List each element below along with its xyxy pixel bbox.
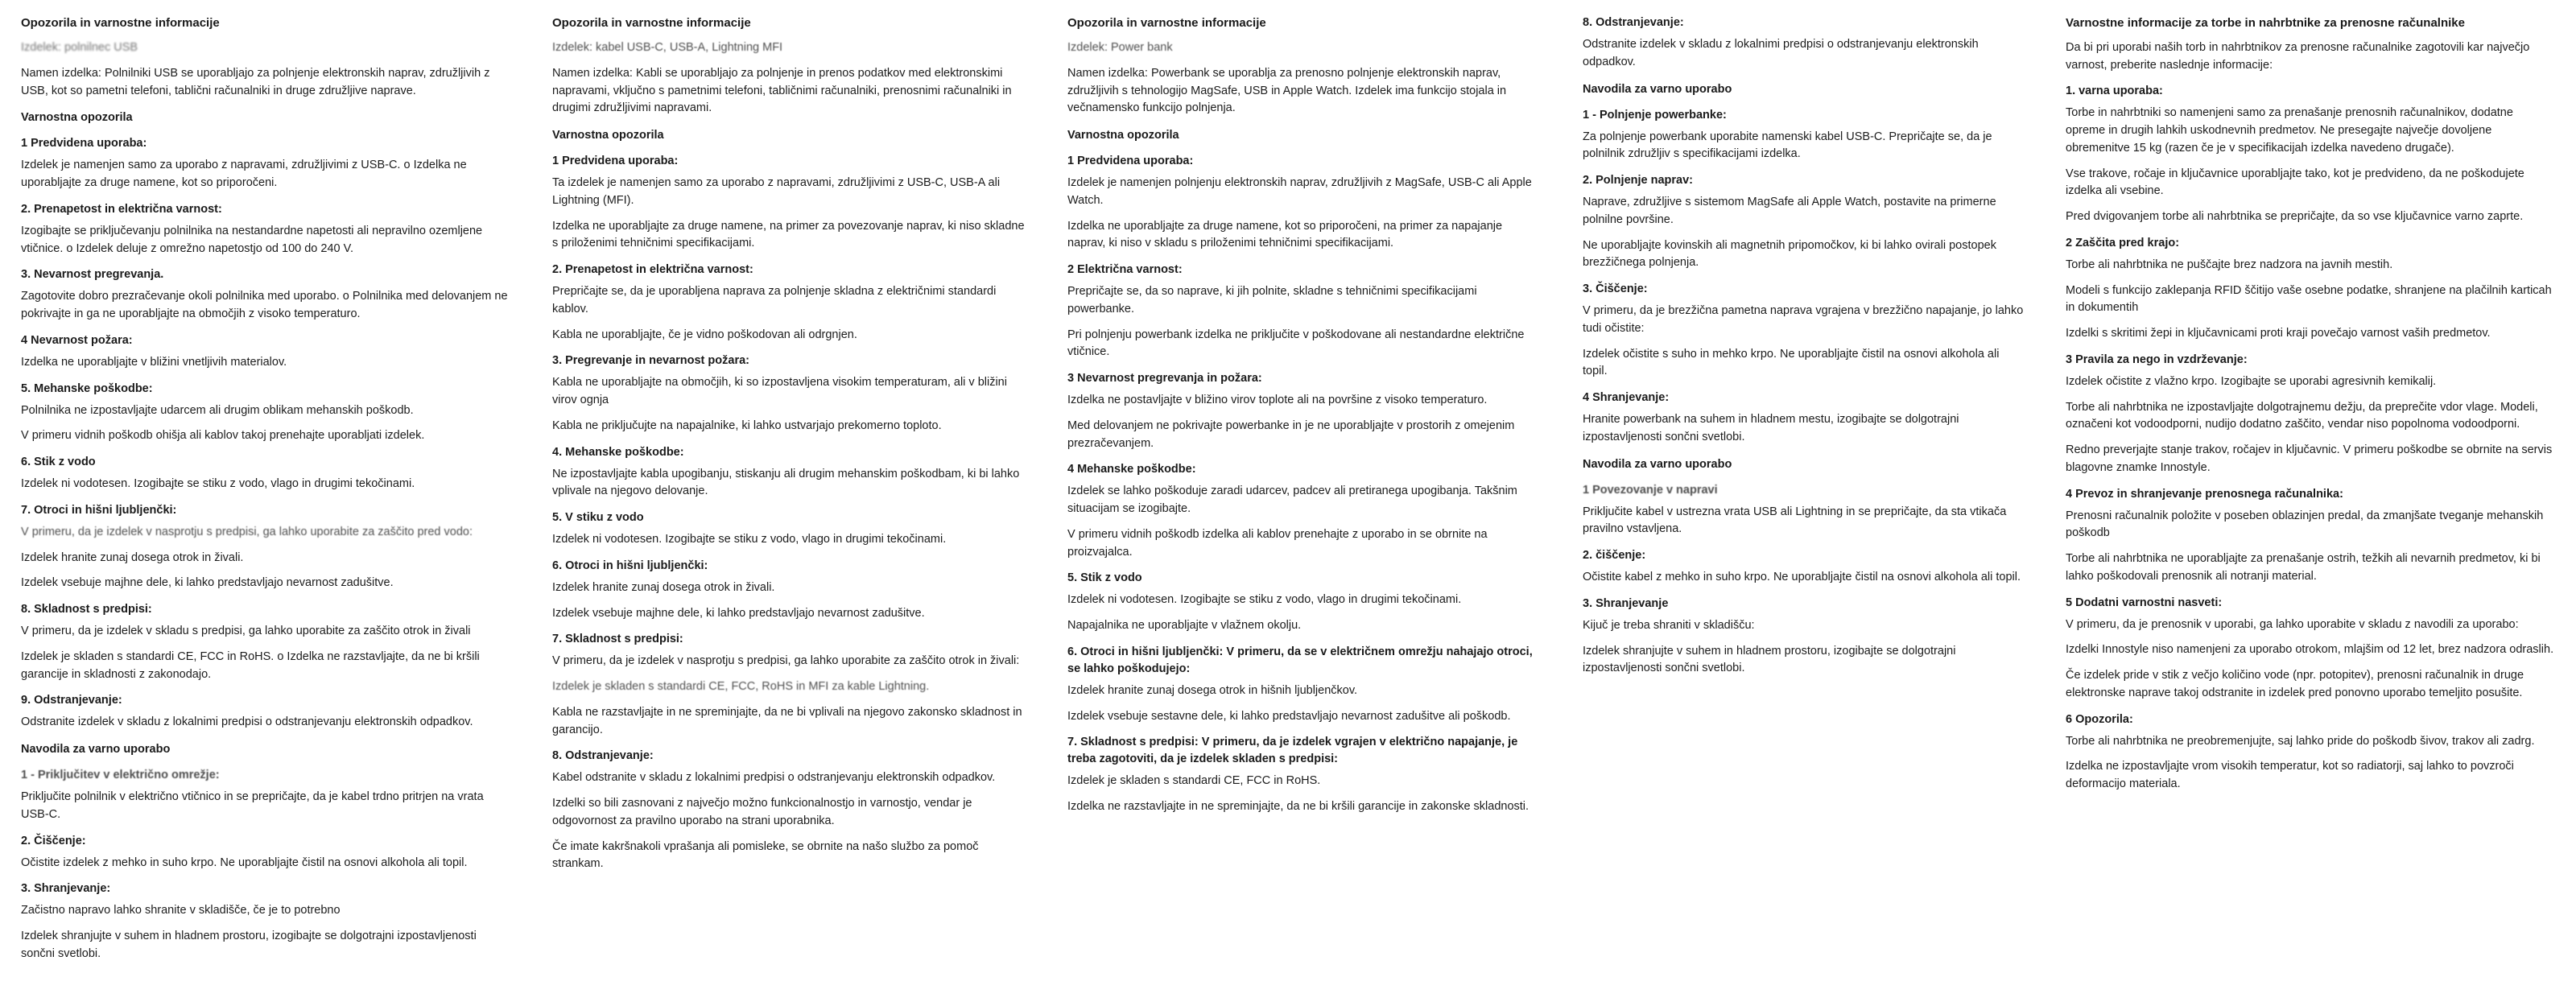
column-bags [2045, 14, 2576, 802]
section-paragraph: Napajalnika ne uporabljajte v vlažnem okolju. [1067, 619, 1302, 633]
section-title: 9. Odstranjevanje: [21, 694, 122, 707]
usage-section-title: 3. Shranjevanje [1583, 596, 1669, 610]
intro-paragraph: Namen izdelka: Kabli se uporabljajo za polnjenje in prenos podatkov med elektronskimi napravami, vključno s pametnimi telefoni, tabličnimi računalniki, prenosnimi računalniki in drugimi združljivimi napravami. [552, 66, 1012, 115]
section-paragraph: Izdelek je namenjen polnjenju elektronskih naprav, združljivih z MagSafe, USB-C ali Apple Watch. [1067, 176, 1532, 207]
section-paragraph: Modeli s funkcijo zaklepanja RFID ščitijo vaše osebne podatke, shranjene na plačilnih karticah in dokumentih [2066, 283, 2552, 315]
section-paragraph: Kabel odstranite v skladu z lokalnimi predpisi o odstranjevanju elektronskih odpadkov. [552, 771, 996, 785]
section-title: 1 Predvidena uporaba: [1067, 155, 1194, 168]
warnings-heading: Varnostna opozorila [21, 111, 133, 125]
product-line: Izdelek: polnilnec USB [21, 40, 138, 54]
section-paragraph: V primeru, da je izdelek v nasprotju s predpisi, ga lahko uporabite za zaščito otrok in živali: [552, 654, 1020, 668]
section-title: 7. Skladnost s predpisi: V primeru, da je izdelek vgrajen v električno napajanje, je treba zagotoviti, da je izdelek skladen s predpisi: [1067, 736, 1518, 766]
section-paragraph: Izdelek se lahko poškoduje zaradi udarcev, padcev ali pretiranega upogibanja. Takšnim situacijam se izogibajte. [1067, 484, 1517, 516]
section-title: 4. Mehanske poškodbe: [552, 445, 684, 459]
section-paragraph: Prenosni računalnik položite v poseben oblazinjen predal, da zmanjšate tveganje mehanskih poškodb [2066, 509, 2544, 540]
usage-paragraph: Izdelek shranjujte v suhem in hladnem prostoru, izogibajte se dolgotrajni izpostavljenosti sončni svetlobi. [21, 930, 477, 960]
section-paragraph: Kabla ne uporabljajte na območjih, ki so izpostavljena visokim temperaturam, ali v bližini virov ognja [552, 376, 1007, 407]
section-title: 6. Stik z vodo [21, 456, 96, 469]
intro-paragraph: Namen izdelka: Powerbank se uporablja za prenosno polnjenje elektronskih naprav, združljivih s tehnologijo MagSafe, USB in Apple Watch. Izdelek ima funkcijo stojala in večnamensko funkcijo polnjenja. [1067, 66, 1507, 115]
section-title: 8. Skladnost s predpisi: [21, 603, 152, 616]
section-paragraph: Kabla ne priključujte na napajalnike, ki lahko ustvarjajo prekomerno toploto. [552, 418, 942, 432]
section-title: 3. Nevarnost pregrevanja. [21, 268, 164, 282]
usage-paragraph: Priključite kabel v ustrezna vrata USB ali Lightning in se prepričajte, da sta vtikača pravilno vstavljena. [1583, 505, 2007, 536]
usage-section-title: 2. čiščenje: [1583, 549, 1646, 563]
section-title: 4 Mehanske poškodbe: [1067, 463, 1196, 476]
usage-section-title: 4 Shranjevanje: [1583, 391, 1670, 405]
section-title: 1. varna uporaba: [2066, 85, 2163, 98]
usage-section-title: 2. Polnjenje naprav: [1583, 174, 1693, 188]
section-paragraph: Odstranite izdelek v skladu z lokalnimi predpisi o odstranjevanju elektronskih odpadkov. [1583, 38, 1979, 68]
section-title: 4 Prevoz in shranjevanje prenosnega računalnika: [2066, 487, 2343, 501]
section-title: 3 Pravila za nego in vzdrževanje: [2066, 353, 2248, 366]
section-paragraph: Izdelek vsebuje majhne dele, ki lahko predstavljajo nevarnost zadušitve. [552, 606, 925, 620]
section-paragraph: Prepričajte se, da so naprave, ki jih polnite, skladne s tehničnimi specifikacijami powerbanke. [1067, 285, 1477, 315]
usage-heading: Navodila za varno uporabo [21, 743, 171, 757]
section-paragraph: Vse trakove, ročaje in ključavnice uporabljajte tako, kot je predvideno, da ne poškodujete izdelka ali vsebine. [2066, 167, 2524, 198]
section-paragraph: Izdelek ni vodotesen. Izogibajte se stiku z vodo, vlago in drugimi tekočinami. [552, 533, 947, 546]
section-paragraph: Ta izdelek je namenjen samo za uporabo z napravami, združljivimi z USB-C, USB-A ali Lightning (MFI). [552, 176, 1001, 207]
usage-section-title: 1 - Polnjenje powerbanke: [1583, 108, 1727, 122]
section-paragraph: Izdelki Innostyle niso namenjeni za uporabo otrokom, mlajšim od 12 let, brez nadzora odraslih. [2066, 643, 2554, 657]
usage-paragraph: Očistite kabel z mehko in suho krpo. Ne uporabljajte čistil na osnovi alkohola ali topil. [1583, 571, 2021, 584]
warnings-heading: Varnostna opozorila [552, 129, 664, 142]
section-paragraph: Izdelka ne uporabljajte za druge namene, na primer za povezovanje naprav, ki niso skladne s priloženimi tehničnimi specifikacijami. [552, 219, 1025, 250]
section-paragraph: Izdelek je skladen s standardi CE, FCC in RoHS. o Izdelka ne razstavljajte, da ne bi kršili garancije in skladnosti z zakonodajo. [21, 649, 480, 681]
product-line: Izdelek: kabel USB-C, USB-A, Lightning MFI [552, 40, 783, 54]
usage-section-title: 1 - Priključitev v električno omrežje: [21, 769, 220, 782]
section-title: 3. Pregrevanje in nevarnost požara: [552, 354, 749, 368]
section-paragraph: Če izdelek pride v stik z večjo količino vode (npr. potopitev), prenosni računalnik in druge elektronske naprave takoj odstranite in izdelek pred ponovno uporabo temeljito posušite. [2066, 669, 2524, 699]
section-paragraph: Zagotovite dobro prezračevanje okoli polnilnika med uporabo. o Polnilnika med delovanjem ne pokrivajte in ga ne uporabljajte na območjih z visoko temperaturo. [21, 290, 508, 321]
section-title: 8. Odstranjevanje: [1583, 16, 1684, 29]
section-paragraph: Torbe ali nahrbtnika ne preobremenjujte, saj lahko pride do poškodb šivov, trakov ali zadrg. [2066, 734, 2535, 748]
section-paragraph: Izdelek očistite z vlažno krpo. Izogibajte se uporabi agresivnih kemikalij. [2066, 374, 2437, 388]
section-paragraph: Izdelka ne razstavljajte in ne spreminjajte, da ne bi kršili garancije in zakonske skladnosti. [1067, 800, 1530, 814]
section-title: 6. Otroci in hišni ljubljenčki: V primeru, da se v električnem omrežju nahajajo otroci, se lahko poškodujejo: [1067, 645, 1533, 675]
usage-paragraph: Začistno napravo lahko shranite v skladišče, če je to potrebno [21, 904, 341, 917]
section-title: 6 Opozorila: [2066, 712, 2133, 726]
section-paragraph: Prepričajte se, da je uporabljena naprava za polnjenje skladna z električnimi standardi kablov. [552, 285, 997, 315]
section-paragraph: Torbe ali nahrbtnika ne izpostavljajte dolgotrajnemu dežju, da preprečite vdor vlage. Modeli, označeni kot vodoodporni, nudijo dodatno zaščito, vendar niso popolnoma vodoodporni. [2066, 400, 2538, 431]
usage-section-title: 2. Čiščenje: [21, 834, 86, 847]
usage-heading: Navodila za varno uporabo [1583, 82, 1732, 96]
intro-paragraph: Namen izdelka: Polnilniki USB se uporabljajo za polnjenje elektronskih naprav, združljivih z USB, kot so pametni telefoni, tablični računalniki in druge združljive naprave. [21, 66, 490, 97]
section-paragraph: V primeru, da je izdelek v nasprotju s predpisi, ga lahko uporabite za zaščito pred vodo: [21, 525, 473, 538]
column-powerbank-continued [1562, 14, 2045, 686]
usage-paragraph: Naprave, združljive s sistemom MagSafe ali Apple Watch, postavite na primerne polnilne površine. [1583, 196, 1996, 226]
section-paragraph: Izdelki s skritimi žepi in ključavnicami proti kraji povečajo varnost vaših predmetov. [2066, 327, 2491, 340]
usage-section-title: 3. Čiščenje: [1583, 282, 1648, 296]
usage-paragraph: Za polnjenje powerbank uporabite namenski kabel USB-C. Prepričajte se, da je polnilnik združljiv s specifikacijami izdelka. [1583, 130, 1992, 161]
section-title: 2. Prenapetost in električna varnost: [21, 202, 222, 216]
column-cable [531, 14, 1046, 881]
section-paragraph: Polnilnika ne izpostavljajte udarcem ali drugim oblikam mehanskih poškodb. [21, 403, 414, 417]
section-title: 2 Zaščita pred krajo: [2066, 236, 2180, 249]
section-paragraph: Izdelka ne postavljajte v bližino virov toplote ali na površine z visoko temperaturo. [1067, 394, 1488, 407]
section-paragraph: Pred dvigovanjem torbe ali nahrbtnika se prepričajte, da so vse ključavnice varno zaprte. [2066, 210, 2524, 224]
section-paragraph: Izdelek je skladen s standardi CE, FCC in RoHS. [1067, 774, 1321, 788]
section-paragraph: Izdelek vsebuje sestavne dele, ki lahko predstavljajo nevarnost zadušitve ali poškodb. [1067, 709, 1511, 723]
section-paragraph: V primeru vidnih poškodb izdelka ali kablov prenehajte z uporabo in se obrnite na proizvajalca. [1067, 527, 1488, 559]
section-paragraph: V primeru vidnih poškodb ohišja ali kablov takoj prenehajte uporabljati izdelek. [21, 429, 425, 443]
usage-paragraph: Kijuč je treba shraniti v skladišču: [1583, 618, 1755, 632]
section-title: 2. Prenapetost in električna varnost: [552, 263, 753, 277]
section-paragraph: Pri polnjenju powerbank izdelka ne priključite v poškodovane ali nestandardne električne vtičnice. [1067, 328, 1525, 359]
section-paragraph: Redno preverjajte stanje trakov, ročajev in ključavnic. V primeru poškodbe se obrnite na servis blagovne znamke Innostyle. [2066, 443, 2553, 474]
column-heading: Opozorila in varnostne informacije [21, 16, 220, 30]
column-heading: Varnostne informacije za torbe in nahrbtnike za prenosne računalnike [2066, 16, 2465, 30]
section-title: 6. Otroci in hišni ljubljenčki: [552, 559, 708, 572]
section-title: 5 Dodatni varnostni nasveti: [2066, 596, 2223, 609]
section-title: 4 Nevarnost požara: [21, 333, 133, 347]
section-paragraph: Izdelka ne izpostavljajte vrom visokih temperatur, kot so radiatorji, saj lahko to povzroči deformacijo materiala. [2066, 760, 2514, 791]
section-title: 7. Otroci in hišni ljubljenčki: [21, 503, 177, 517]
section-title: 5. Mehanske poškodbe: [21, 381, 153, 395]
section-paragraph: Med delovanjem ne pokrivajte powerbanke in je ne uporabljajte v prostorih z omejenim prezračevanjem. [1067, 418, 1515, 450]
usage-paragraph: Očistite izdelek z mehko in suho krpo. Ne uporabljajte čistil na osnovi alkohola ali topil. [21, 856, 468, 869]
section-paragraph: Izdelek ni vodotesen. Izogibajte se stiku z vodo, vlago in drugimi tekočinami. [1067, 593, 1462, 607]
usage-section-title: 3. Shranjevanje: [21, 882, 111, 896]
warnings-heading: Varnostna opozorila [1067, 129, 1179, 142]
section-paragraph: Torbe ali nahrbtnika ne puščajte brez nadzora na javnih mestih. [2066, 258, 2393, 271]
section-title: 2 Električna varnost: [1067, 263, 1183, 277]
column-heading: Opozorila in varnostne informacije [1067, 16, 1266, 30]
usage-heading-secondary: Navodila za varno uporabo [1583, 457, 1732, 471]
usage-paragraph: Ne uporabljajte kovinskih ali magnetnih pripomočkov, ki bi lahko ovirali postopek brezžičnega polnjenja. [1583, 238, 1996, 270]
section-paragraph: Kabla ne uporabljajte, če je vidno poškodovan ali odrgnjen. [552, 328, 857, 341]
product-line: Izdelek: Power bank [1067, 40, 1173, 54]
section-title: 1 Predvidena uporaba: [552, 155, 679, 168]
section-paragraph: Izdelka ne uporabljajte v bližini vnetljivih materialov. [21, 355, 287, 369]
section-paragraph: V primeru, da je prenosnik v uporabi, ga lahko uporabite v skladu z navodili za uporabo: [2066, 617, 2519, 631]
column-powerbank [1046, 14, 1562, 824]
section-title: 5. V stiku z vodo [552, 511, 644, 525]
section-title: 7. Skladnost s predpisi: [552, 633, 683, 646]
usage-paragraph: Hranite powerbank na suhem in hladnem mestu, izogibajte se dolgotrajni izpostavljenosti sončni svetlobi. [1583, 413, 1959, 443]
usage-section-title: 1 Povezovanje v napravi [1583, 483, 1718, 497]
section-paragraph: Izdelek vsebuje majhne dele, ki lahko predstavljajo nevarnost zadušitve. [21, 576, 394, 590]
section-title: 1 Predvidena uporaba: [21, 137, 147, 150]
section-paragraph: Ne izpostavljajte kabla upogibanju, stiskanju ali drugim mehanskim poškodbam, ki bi lahko vplivale na njegovo delovanje. [552, 467, 1020, 498]
section-paragraph: Izogibajte se priključevanju polnilnika na nestandardne napetosti ali nepravilno ozemljene vtičnice. o Izdelek deluje z omrežno napetostjo od 100 do 240 V. [21, 224, 483, 255]
column-charger [0, 14, 531, 971]
column-heading: Opozorila in varnostne informacije [552, 16, 751, 30]
usage-paragraph: Izdelek shranjujte v suhem in hladnem prostoru, izogibajte se dolgotrajni izpostavljenosti sončni svetlobi. [1583, 644, 1956, 675]
section-paragraph: Odstranite izdelek v skladu z lokalnimi predpisi o odstranjevanju elektronskih odpadkov. [21, 715, 473, 729]
usage-paragraph: V primeru, da je brezžična pametna naprava vgrajena v brezžično napajanje, jo lahko tudi očistite: [1583, 304, 2024, 335]
section-paragraph: Torbe in nahrbtniki so namenjeni samo za prenašanje prenosnih računalnikov, dodatne opreme in drugih lahkih uskodnevnih predmetov. Ne presegajte največje dovoljene obremenitve 15 kg (razen če je v specifikacijah izdelka navedeno drugače). [2066, 106, 2513, 155]
section-title: 8. Odstranjevanje: [552, 749, 654, 763]
usage-paragraph: Izdelek očistite s suho in mehko krpo. Ne uporabljajte čistil na osnovi alkohola ali topil. [1583, 347, 2000, 378]
section-paragraph: Izdelek je skladen s standardi CE, FCC, RoHS in MFI za kable Lightning. [552, 680, 930, 694]
section-paragraph: Torbe ali nahrbtnika ne uporabljajte za prenašanje ostrih, težkih ali nevarnih predmetov, ki bi lahko poškodovali prenosnik ali notranji material. [2066, 552, 2541, 583]
section-paragraph: Izdelek ni vodotesen. Izogibajte se stiku z vodo, vlago in drugimi tekočinami. [21, 477, 415, 491]
section-paragraph: Izdelek hranite zunaj dosega otrok in hišnih ljubljenčkov. [1067, 683, 1358, 697]
intro-paragraph: Da bi pri uporabi naših torb in nahrbtnikov za prenosne računalnike zagotovili kar največjo varnost, preberite naslednje informacije: [2066, 40, 2530, 72]
section-title: 5. Stik z vodo [1067, 571, 1142, 585]
section-paragraph: Izdelek hranite zunaj dosega otrok in živali. [552, 580, 775, 594]
section-title: 3 Nevarnost pregrevanja in požara: [1067, 372, 1262, 385]
section-paragraph: Izdelek je namenjen samo za uporabo z napravami, združljivimi z USB-C. o Izdelka ne uporabljajte za druge namene, kot so priporočeni. [21, 159, 467, 190]
section-paragraph: Kabla ne razstavljajte in ne spreminjajte, da ne bi vplivali na njegovo zakonsko skladnost in garancijo. [552, 705, 1022, 736]
section-paragraph: V primeru, da je izdelek v skladu s predpisi, ga lahko uporabite za zaščito otrok in živali [21, 625, 471, 638]
closing-paragraph: Izdelki so bili zasnovani z največjo možno funkcionalnostjo in varnostjo, vendar je odgovornost za pravilno uporabo na strani uporabnika. [552, 797, 972, 827]
section-paragraph: Izdelek hranite zunaj dosega otrok in živali. [21, 550, 244, 564]
section-paragraph: Izdelka ne uporabljajte za druge namene, kot so priporočeni, na primer za napajanje naprav, ki niso v skladu s priloženimi tehničnimi specifikacijami. [1067, 219, 1503, 250]
usage-paragraph: Priključite polnilnik v električno vtičnico in se prepričajte, da je kabel trdno pritrjen na vrata USB-C. [21, 790, 484, 821]
closing-paragraph: Če imate kakršnakoli vprašanja ali pomisleke, se obrnite na našo službo za pomoč strankam. [552, 839, 979, 871]
